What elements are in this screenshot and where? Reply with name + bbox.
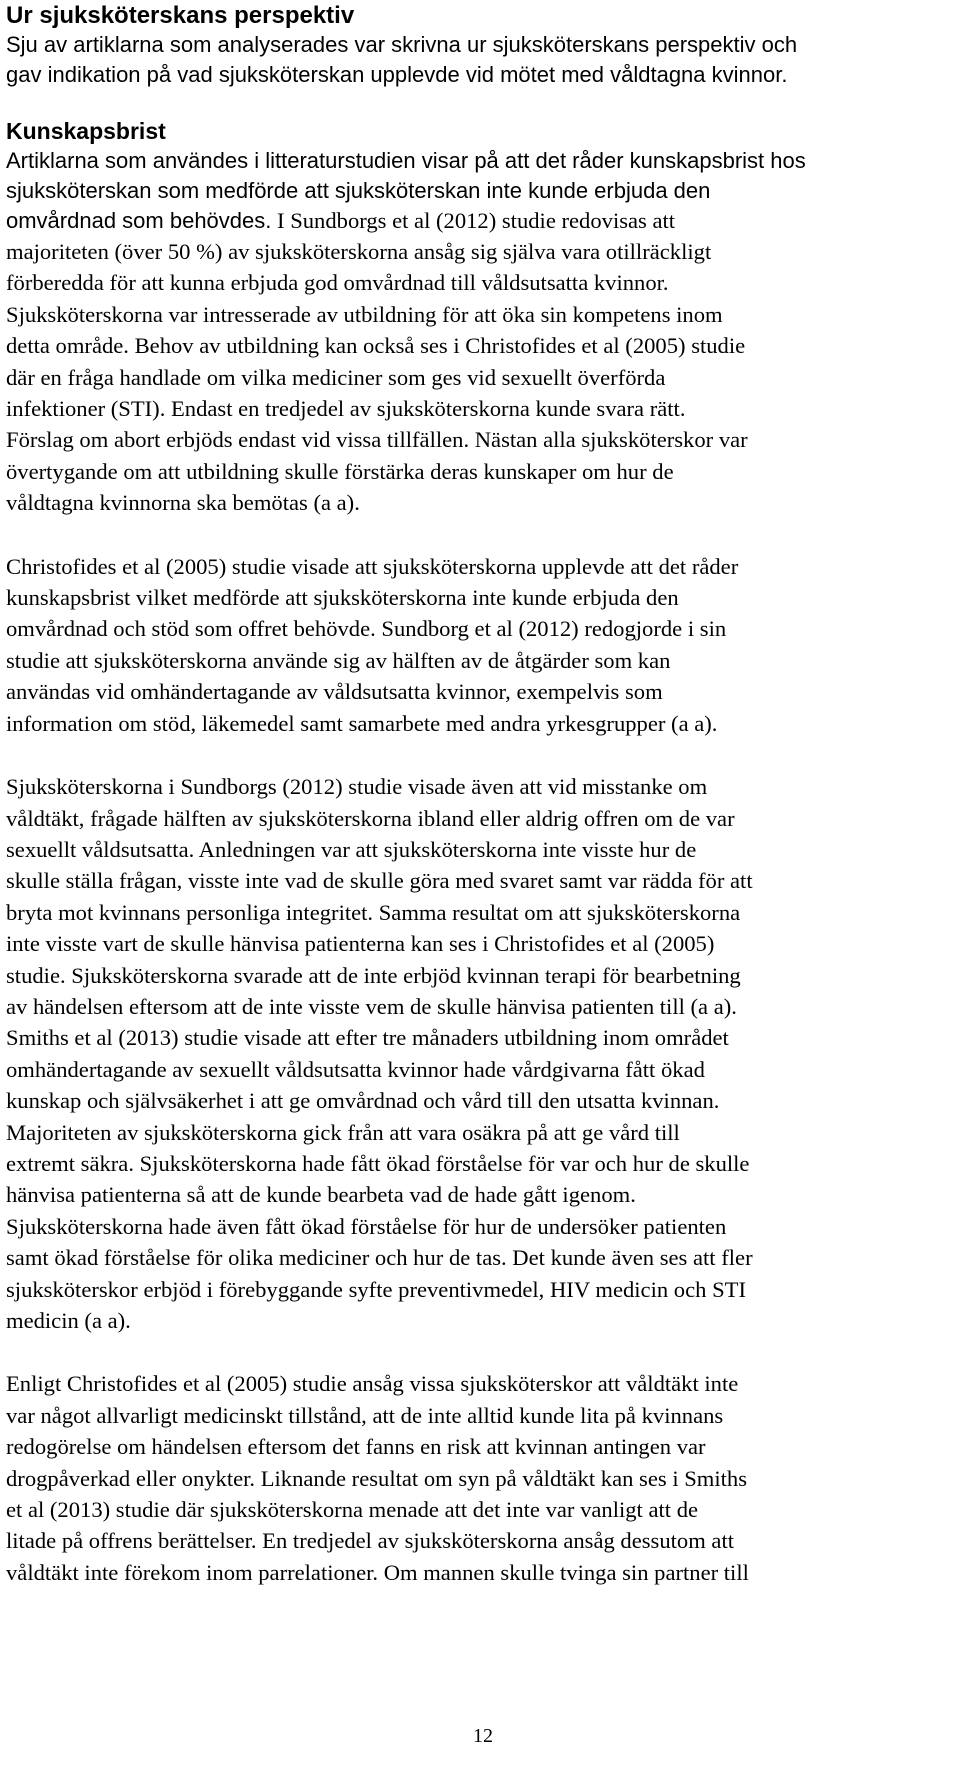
section-heading: Ur sjuksköterskans perspektiv: [6, 2, 355, 29]
paragraph-line: omvårdnad och stöd som offret behövde. Sundborg et al (2012) redogjorde i sin: [6, 616, 727, 642]
paragraph-line: studie. Sjuksköterskorna svarade att de inte erbjöd kvinnan terapi för bearbetning: [6, 962, 741, 988]
paragraph-line: kunskap och självsäkerhet i att ge omvårdnad och vård till den utsatta kvinnan.: [6, 1088, 720, 1114]
paragraph-line: information om stöd, läkemedel samt samarbete med andra yrkesgrupper (a a).: [6, 710, 718, 736]
paragraph-line: av händelsen eftersom att de inte visste vem de skulle hänvisa patienten till (a a).: [6, 993, 737, 1019]
subsection-line: sjuksköterskan som medförde att sjuksköterskan inte kunde erbjuda den: [6, 178, 711, 203]
paragraph-3: [6, 771, 954, 1336]
paragraph-line: våldtäkt, frågade hälften av sjuksköterskorna ibland eller aldrig offren om de var: [6, 805, 735, 831]
paragraph-line: et al (2013) studie där sjuksköterskorna menade att det inte var vanligt att de: [6, 1497, 699, 1523]
paragraph-line: hänvisa patienterna så att de kunde bearbeta vad de hade gått igenom.: [6, 1182, 636, 1208]
intro-line: Sju av artiklarna som analyserades var skrivna ur sjuksköterskans perspektiv och: [6, 32, 798, 57]
paragraph-line: var något allvarligt medicinskt tillstånd, att de inte alltid kunde lita på kvinnans: [6, 1402, 724, 1428]
paragraph-line: Enligt Christofides et al (2005) studie ansåg vissa sjuksköterskor att våldtäkt inte: [6, 1371, 739, 1397]
paragraph-line: omhändertagande av sexuellt våldsutsatta kvinnor hade vårdgivarna fått ökad: [6, 1056, 705, 1082]
document-page: [6, 0, 954, 1588]
spacer: [6, 519, 954, 551]
paragraph-1: [6, 236, 954, 519]
paragraph-line: användas vid omhändertagande av våldsutsatta kvinnor, exempelvis som: [6, 679, 663, 705]
paragraph-line: Smiths et al (2013) studie visade att efter tre månaders utbildning inom området: [6, 1025, 729, 1051]
paragraph-line: redogörelse om händelsen eftersom det fanns en risk att kvinnan antingen var: [6, 1434, 706, 1460]
paragraph-line: våldtagna kvinnorna ska bemötas (a a).: [6, 490, 360, 516]
paragraph-line: Sjuksköterskorna var intresserade av utbildning för att öka sin kompetens inom: [6, 301, 723, 327]
paragraph-line: sjuksköterskor erbjöd i förebyggande syfte preventivmedel, HIV medicin och STI: [6, 1276, 746, 1302]
paragraph-line: infektioner (STI). Endast en tredjedel av sjuksköterskorna kunde svara rätt.: [6, 396, 686, 422]
paragraph-line: studie att sjuksköterskorna använde sig av hälften av de åtgärder som kan: [6, 647, 671, 673]
subsection-line: Artiklarna som användes i litteraturstudien visar på att det råder kunskapsbrist hos: [6, 148, 806, 173]
paragraph-line: drogpåverkad eller onykter. Liknande resultat om syn på våldtäkt kan ses i Smiths: [6, 1465, 748, 1491]
paragraph-line: bryta mot kvinnans personliga integritet. Samma resultat om att sjuksköterskorna: [6, 899, 741, 925]
paragraph-line: inte visste vart de skulle hänvisa patienterna kan ses i Christofides et al (2005): [6, 931, 715, 957]
paragraph-line: kunskapsbrist vilket medförde att sjuksköterskorna inte kunde erbjuda den: [6, 585, 679, 611]
page-number-text: 12: [473, 1725, 493, 1747]
paragraph-line: Sjuksköterskorna i Sundborgs (2012) studie visade även att vid misstanke om: [6, 774, 708, 800]
paragraph-line: majoriteten (över 50 %) av sjuksköterskorna ansåg sig själva vara otillräckligt: [6, 239, 712, 264]
paragraph-line: Christofides et al (2005) studie visade att sjuksköterskorna upplevde att det råder: [6, 553, 739, 579]
spacer: [6, 739, 954, 771]
paragraph-line: litade på offrens berättelser. En tredjedel av sjuksköterskorna ansåg dessutom att: [6, 1528, 735, 1554]
page-number: [0, 1724, 960, 1748]
paragraph-line: detta område. Behov av utbildning kan också ses i Christofides et al (2005) studie: [6, 333, 746, 359]
paragraph-line: sexuellt våldsutsatta. Anledningen var att sjuksköterskorna inte visste hur de: [6, 836, 697, 862]
paragraph-line: samt ökad förståelse för olika mediciner och hur de tas. Det kunde även ses att fler: [6, 1245, 753, 1271]
paragraph-line: våldtäkt inte förekom inom parrelationer. Om mannen skulle tvinga sin partner till: [6, 1559, 749, 1585]
paragraph-line: Majoriteten av sjuksköterskorna gick från att vara osäkra på att ge vård till: [6, 1119, 680, 1145]
paragraph-2: [6, 551, 954, 739]
section-intro: [6, 30, 954, 90]
subsection-intro: [6, 146, 954, 236]
paragraph-line: förberedda för att kunna erbjuda god omvårdnad till våldsutsatta kvinnor.: [6, 270, 669, 296]
intro-line: gav indikation på vad sjuksköterskan upplevde vid mötet med våldtagna kvinnor.: [6, 62, 788, 87]
paragraph-line: skulle ställa frågan, visste inte vad de skulle göra med svaret samt var rädda för att: [6, 868, 753, 894]
subsection-heading: Kunskapsbrist: [6, 118, 166, 144]
spacer: [6, 1336, 954, 1368]
paragraph-line: extremt säkra. Sjuksköterskorna hade fått ökad förståelse för var och hur de skulle: [6, 1150, 750, 1176]
paragraph-line: medicin (a a).: [6, 1308, 131, 1333]
subsection-line-sans: omvårdnad som behövdes.: [6, 208, 272, 233]
paragraph-line: Sjuksköterskorna hade även fått ökad förståelse för hur de undersöker patienten: [6, 1213, 727, 1239]
paragraph-line: där en fråga handlade om vilka mediciner som ges vid sexuellt överförda: [6, 364, 666, 390]
subsection-line-serif: I Sundborgs et al (2012) studie redovisas att: [271, 208, 676, 233]
subsection-line: [6, 206, 954, 236]
paragraph-line: övertygande om att utbildning skulle förstärka deras kunskaper om hur de: [6, 458, 674, 484]
spacer: [6, 90, 954, 116]
paragraph-4: [6, 1368, 954, 1588]
paragraph-line: Förslag om abort erbjöds endast vid vissa tillfällen. Nästan alla sjuksköterskor var: [6, 427, 748, 453]
